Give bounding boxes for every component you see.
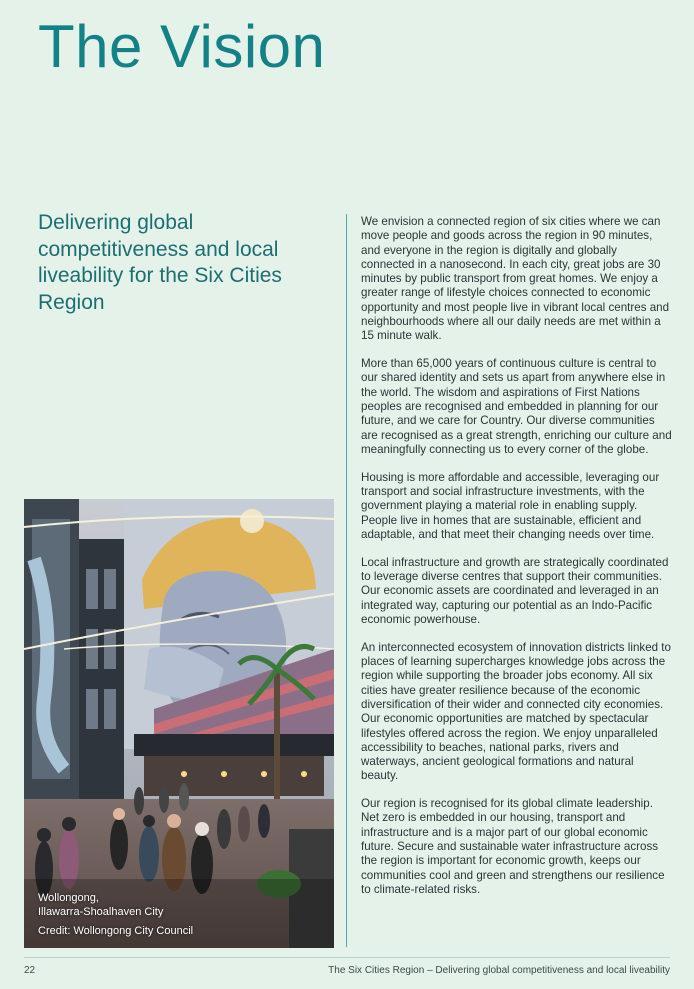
photo-illustration bbox=[24, 499, 334, 948]
footer-divider bbox=[24, 957, 670, 958]
paragraph-culture: More than 65,000 years of continuous culture is central to our shared identity and sets us apart from anywhere else in the world. The wisdom and aspirations of First Nations peoples are recognised and embedded in planning for our future, and we care for Country. Our diverse communities are recognised as a great strength, enriching our culture and meaningfully connecting us to every corner of the globe. bbox=[361, 357, 672, 456]
paragraph-infrastructure: Local infrastructure and growth are strategically coordinated to leverage diverse centres that support their communities. Our economic assets are coordinated and leveraged in an integrated way, capturing our potential as an Indo-Pacific economic powerhouse. bbox=[361, 555, 669, 626]
section-subtitle: Delivering global competitiveness and local liveability for the Six Cities Region bbox=[38, 211, 282, 314]
paragraph-housing: Housing is more affordable and accessible, leveraging our transport and social infrastructure investments, with the government playing a material role in enabling supply. People live in homes that are sustainable, efficient and adaptable, and that meet their changing needs over time. bbox=[361, 470, 660, 541]
street-mural-photo bbox=[24, 499, 334, 948]
photo-caption bbox=[38, 891, 193, 938]
page-title: The Vision bbox=[38, 13, 326, 80]
footer-running-title: The Six Cities Region – Delivering global competitiveness and local liveability bbox=[328, 965, 670, 976]
paragraph-innovation: An interconnected ecosystem of innovation districts linked to places of learning supercharges knowledge jobs across the region while supporting the broader jobs economy. All six cities have greater resilience because of the economic diversification of their wider and connected city economies. Our economic opportunities are matched by spectacular lifestyles offered across the region. We enjoy unparalleled accessibility to beaches, national parks, rivers and waterways, ancient geological formations and natural beauty. bbox=[361, 640, 671, 783]
paragraph-connected-region: We envision a connected region of six cities where we can move people and goods across the region in 90 minutes, and everyone in the region is digitally and globally connected in a nanosecond. In each city, great jobs are 30 minutes by public transport from great homes. We enjoy a greater range of lifestyle choices connected to economic opportunity and most people live in vibrant local centres and neighbourhoods where all our daily needs are met within a 15 minute walk. bbox=[361, 215, 670, 343]
caption-location: Wollongong, bbox=[38, 892, 99, 904]
paragraph-climate: Our region is recognised for its global climate leadership. Net zero is embedded in our housing, transport and infrastructure and is a major part of our global economic future. Secure and sustainable water infrastructure across the region is important for economic growth, keeps our communities cool and green and strengthens our resilience to climate-related risks. bbox=[361, 797, 665, 896]
photo-credit: Credit: Wollongong City Council bbox=[38, 925, 194, 937]
column-divider bbox=[346, 214, 347, 947]
body-text bbox=[361, 215, 673, 911]
page-number: 22 bbox=[24, 965, 36, 976]
caption-city: Illawarra-Shoalhaven City bbox=[38, 906, 164, 918]
